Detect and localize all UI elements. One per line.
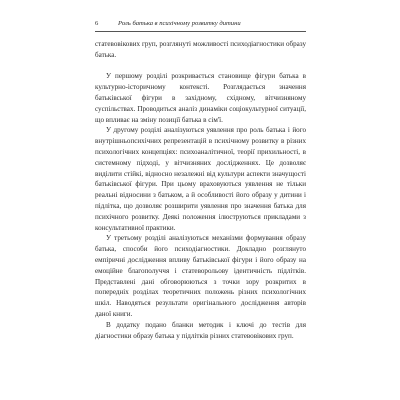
- page-number: 6: [95, 20, 99, 27]
- paragraph-chapter-one: У першому розділі розкривається становище фігури батька в культурно-історичному контексті. Розглядається значення батьківської фігури в західному, східному, вітчизняному суспільствах. Проводиться аналіз динаміки соціокультурної ситуації, що впливає на зміну позиції батька в сім'ї.: [95, 72, 306, 124]
- paragraph-appendix: В додатку подано бланки методик і ключі до тестів для діагностики образу батька у підлітків різних статевовікових груп.: [95, 320, 306, 340]
- paragraph-chapter-two: У другому розділі аналізуються уявлення про роль батька і його внутрішньопсихічних репрезентацій в психічному розвитку в різних психологічних концепціях: психоаналітичної, теорії прихильності, в системному підході, у вітчизняних дослідженнях. Це дозволяє виділити стійкі, відносно незалежні від культури аспекти значущості батьківської фігури. При цьому враховуються уявлення не тільки реальні відносини з батьком, а й особливості його образу у дитини і підлітка, що дозволяє розширити уявлення про значення батька для психічного розвитку. Деякі положення ілюструються прикладами з консультативної практики.: [95, 126, 306, 232]
- page-body-text: [95, 39, 306, 341]
- running-title: Роль батька в психічному розвитку дитини: [118, 20, 241, 27]
- paragraph-chapter-three: У третьому розділі аналізуються механізми формування образу батька, способи його психодіагностики. Докладно розглянуто емпіричні дослідження впливу батьківської фігури і його образу на емоційне благополуччя і статеворольову ідентичність підлітків. Представлені дані обговорюються з точки зору розкритих в попередніх розділах теоретичних положень різних психологічних шкіл. Наводяться результати оригінального дослідження авторів даної книги.: [95, 234, 306, 318]
- paragraph-continuation: статевовікових груп, розглянуті можливості психодіагностики образу батька.: [95, 40, 306, 59]
- running-header: [95, 19, 306, 32]
